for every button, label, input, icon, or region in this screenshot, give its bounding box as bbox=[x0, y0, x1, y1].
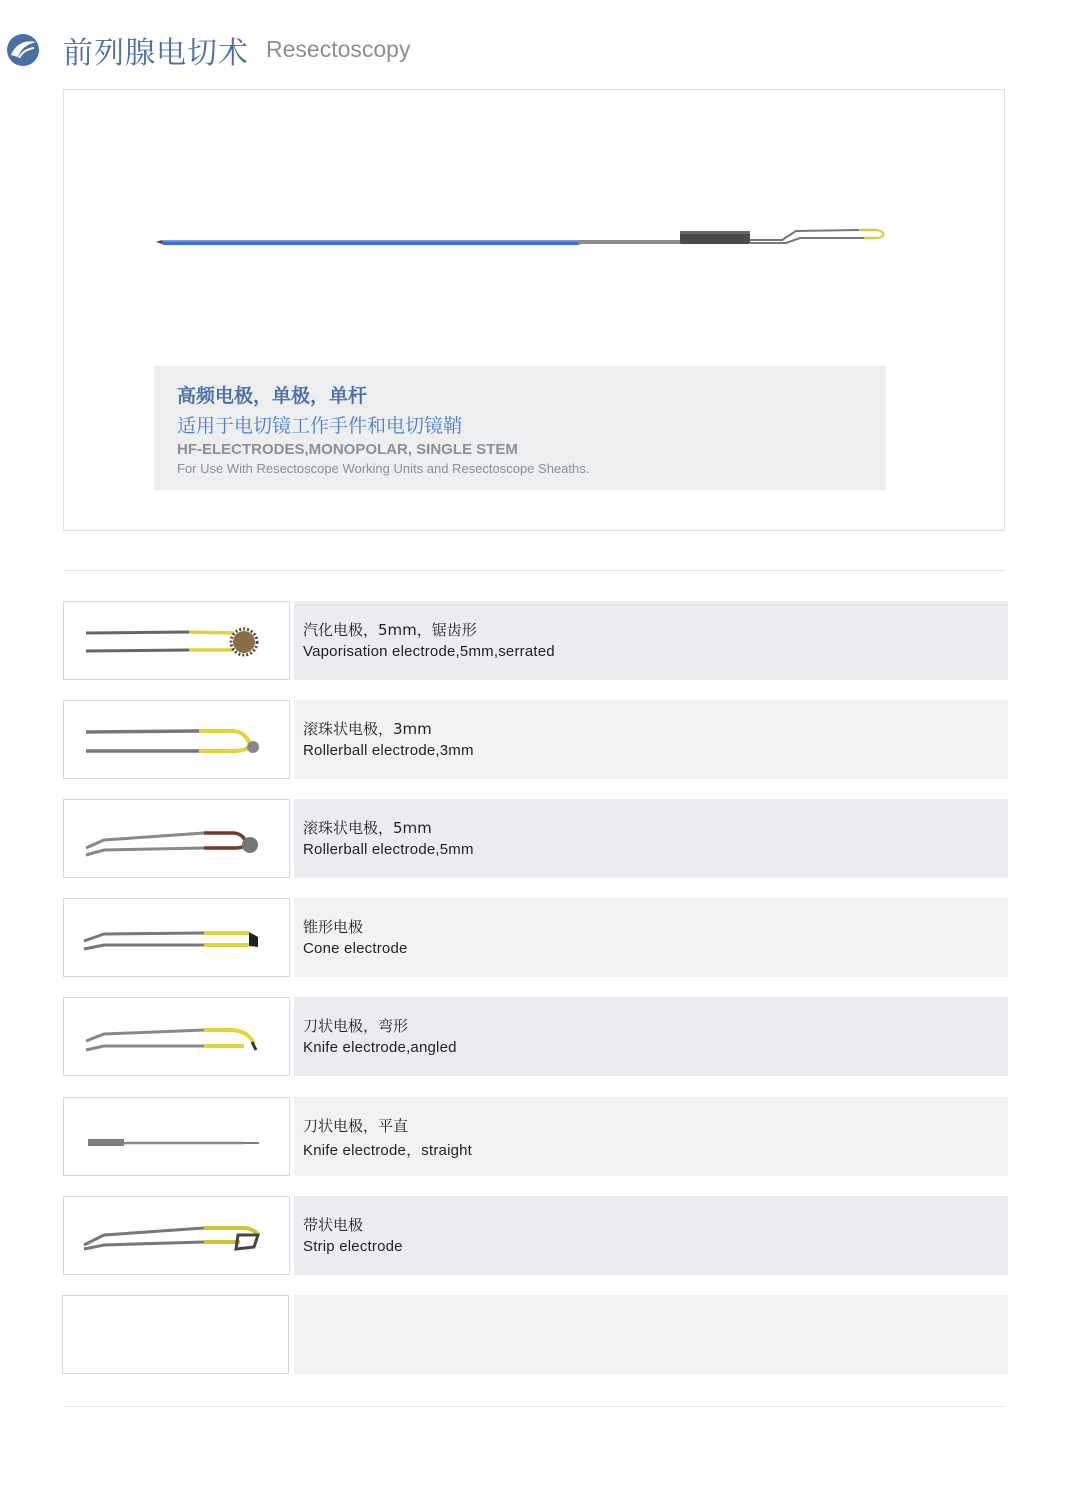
product-name-en: Knife electrode,angled bbox=[303, 1039, 457, 1056]
knife-electrode-straight-icon bbox=[64, 1098, 291, 1177]
product-name-cn: 滚珠状电极，3mm bbox=[303, 720, 432, 738]
product-thumbnail bbox=[63, 997, 290, 1076]
product-description bbox=[294, 799, 1008, 878]
swoosh-logo-icon bbox=[6, 33, 40, 67]
product-name-cn: 汽化电极，5mm，锯齿形 bbox=[303, 621, 477, 639]
cone-electrode-icon bbox=[64, 899, 291, 978]
product-description bbox=[294, 700, 1008, 779]
hero-caption-box bbox=[154, 366, 886, 490]
rollerball-electrode-3mm-icon bbox=[64, 701, 291, 780]
product-name-en: Knife electrode，straight bbox=[303, 1142, 473, 1159]
knife-electrode-angled-icon bbox=[64, 998, 291, 1077]
product-thumbnail bbox=[63, 1196, 290, 1275]
product-name-cn: 刀状电极，弯形 bbox=[303, 1017, 409, 1035]
product-row bbox=[63, 601, 1008, 681]
product-thumbnail bbox=[63, 601, 290, 680]
product-thumbnail-empty bbox=[62, 1295, 289, 1374]
rollerball-electrode-5mm-icon bbox=[64, 800, 291, 879]
product-row bbox=[63, 700, 1008, 780]
page-title-cn: 前列腺电切术 bbox=[63, 36, 249, 71]
product-description bbox=[294, 601, 1008, 680]
product-row bbox=[63, 997, 1008, 1077]
hero-caption-subtitle-cn: 适用于电切镜工作手件和电切镜鞘 bbox=[177, 415, 463, 437]
product-row bbox=[63, 1196, 1008, 1276]
product-thumbnail bbox=[63, 700, 290, 779]
page-title-en: Resectoscopy bbox=[266, 36, 411, 62]
product-description bbox=[294, 997, 1008, 1076]
strip-electrode-icon bbox=[64, 1197, 291, 1276]
product-name-en: Cone electrode bbox=[303, 940, 408, 957]
section-divider bbox=[63, 1406, 1005, 1407]
product-name-en: Strip electrode bbox=[303, 1238, 403, 1255]
product-row bbox=[63, 1097, 1008, 1177]
product-row bbox=[63, 898, 1008, 978]
serrated-vaporisation-electrode-icon bbox=[64, 602, 291, 681]
product-description-empty bbox=[294, 1295, 1008, 1374]
hero-panel bbox=[63, 89, 1005, 531]
product-row-empty bbox=[63, 1295, 1008, 1375]
hero-caption-title-en: HF-ELECTRODES,MONOPOLAR, SINGLE STEM bbox=[177, 441, 518, 458]
product-name-en: Vaporisation electrode,5mm,serrated bbox=[303, 643, 555, 660]
product-thumbnail bbox=[63, 898, 290, 977]
product-description bbox=[294, 1196, 1008, 1275]
product-thumbnail bbox=[63, 1097, 290, 1176]
product-name-cn: 滚珠状电极，5mm bbox=[303, 819, 432, 837]
product-name-cn: 刀状电极，平直 bbox=[303, 1117, 409, 1135]
product-name-en: Rollerball electrode,5mm bbox=[303, 841, 474, 858]
product-row bbox=[63, 799, 1008, 879]
hero-caption-subtitle-en: For Use With Resectoscope Working Units and Resectoscope Sheaths. bbox=[177, 461, 590, 476]
product-description bbox=[294, 1097, 1008, 1176]
hero-caption-title-cn: 高频电极，单极，单杆 bbox=[177, 385, 368, 407]
product-name-cn: 带状电极 bbox=[303, 1216, 364, 1234]
product-thumbnail bbox=[63, 799, 290, 878]
product-description bbox=[294, 898, 1008, 977]
product-name-cn: 锥形电极 bbox=[303, 918, 364, 936]
product-name-en: Rollerball electrode,3mm bbox=[303, 742, 474, 759]
section-divider bbox=[63, 570, 1005, 571]
